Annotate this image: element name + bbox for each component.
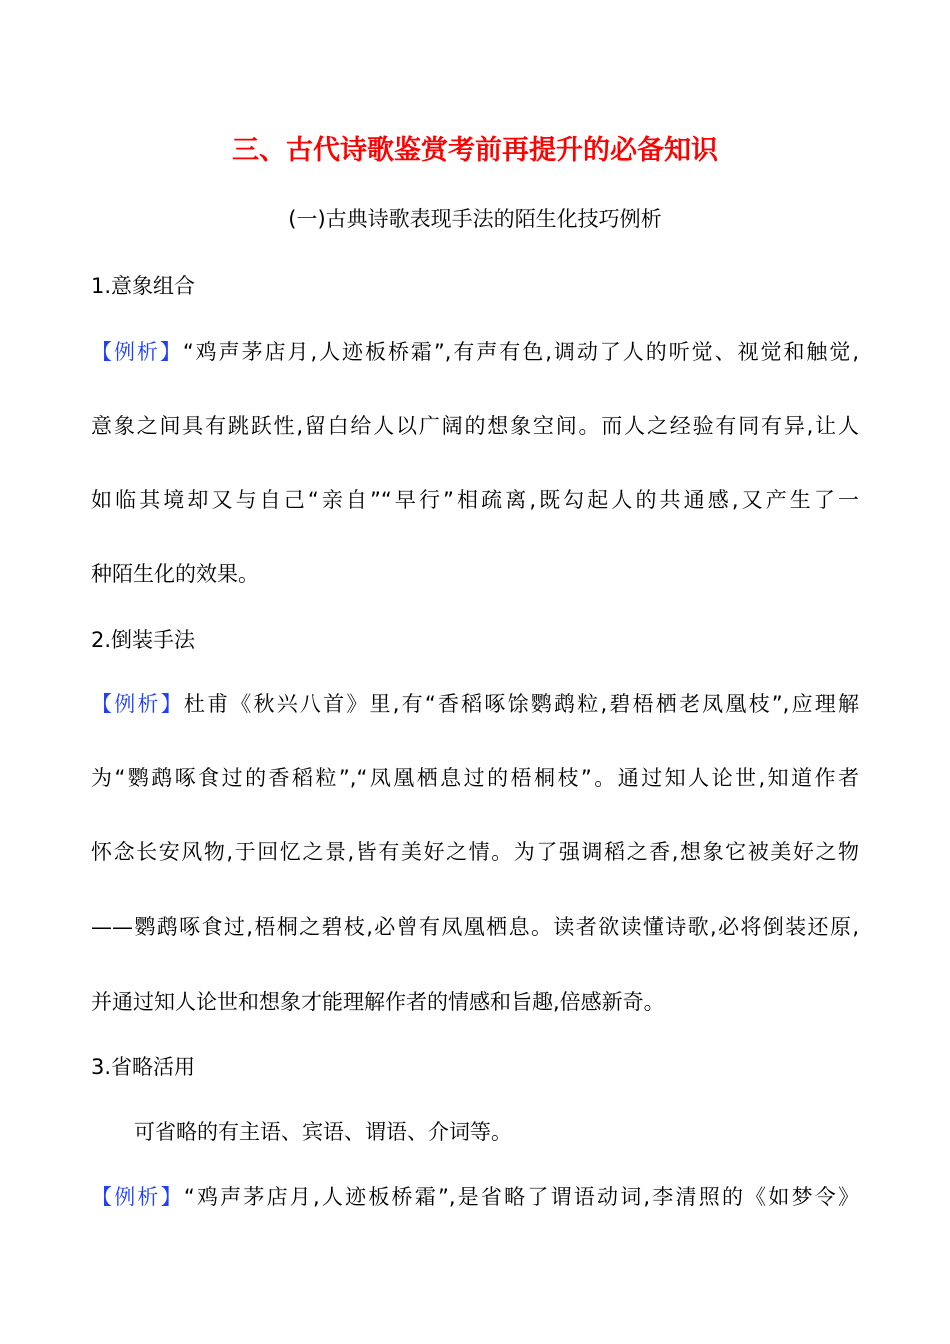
example-tag: 【例析】 [91, 1185, 184, 1209]
example-tag: 【例析】 [91, 692, 184, 716]
paragraph-line: 意象之间具有跳跃性,留白给人以广阔的想象空间。而人之经验有同有异,让人 [91, 414, 859, 438]
paragraph-line: 如临其境却又与自己“亲自”“早行”相疏离,既勾起人的共通感,又产生了一 [91, 488, 859, 512]
paragraph-line: 并通过知人论世和想象才能理解作者的情感和旨趣,倍感新奇。 [91, 990, 665, 1014]
paragraph-line [91, 1181, 859, 1211]
paragraph-line [91, 336, 859, 366]
line-text: “鸡声茅店月,人迹板桥霜”,有声有色,调动了人的听觉、视觉和触觉, [182, 340, 860, 364]
paragraph-line: 为“鹦鹉啄食过的香稻粒”,“凤凰栖息过的梧桐枝”。通过知人论世,知道作者 [91, 766, 859, 790]
section-subtitle: (一)古典诗歌表现手法的陌生化技巧例析 [288, 207, 662, 231]
page-title: 三、古代诗歌鉴赏考前再提升的必备知识 [232, 135, 718, 166]
paragraph-intro: 可省略的有主语、宾语、谓语、介词等。 [134, 1120, 512, 1144]
line-text: 杜甫《秋兴八首》里,有“香稻啄馀鹦鹉粒,碧梧栖老凤凰枝”,应理解 [183, 692, 859, 716]
paragraph-line [91, 688, 859, 718]
line-text: “鸡声茅店月,人迹板桥霜”,是省略了谓语动词,李清照的《如梦令》 [183, 1185, 859, 1209]
example-tag: 【例析】 [91, 340, 183, 364]
paragraph-line: 怀念长安风物,于回忆之景,皆有美好之情。为了强调稻之香,想象它被美好之物 [91, 840, 859, 864]
paragraph-line: ——鹦鹉啄食过,梧桐之碧枝,必曾有凤凰栖息。读者欲读懂诗歌,必将倒装还原, [91, 915, 859, 939]
section-heading-1: 1.意象组合 [91, 274, 196, 298]
paragraph-line: 种陌生化的效果。 [91, 562, 259, 586]
section-heading-3: 3.省略活用 [91, 1055, 196, 1079]
section-heading-2: 2.倒装手法 [91, 628, 196, 652]
